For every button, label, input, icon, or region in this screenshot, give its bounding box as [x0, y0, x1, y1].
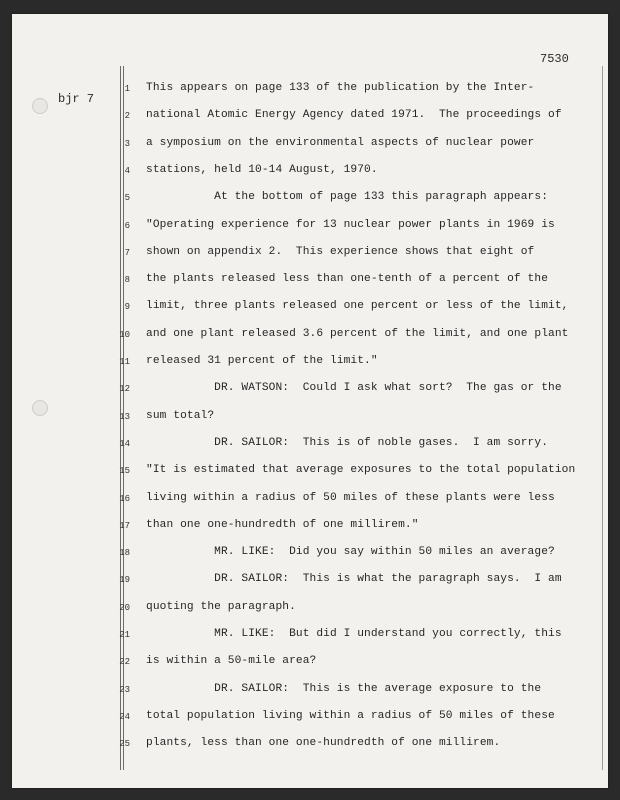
- line-number: 24: [119, 711, 130, 722]
- transcript-line: national Atomic Energy Agency dated 1971. The proceedings of: [146, 109, 562, 122]
- transcript-line: total population living within a radius of 50 miles of these: [146, 709, 555, 722]
- punch-hole-top: [32, 98, 48, 114]
- transcript-line: than one one-hundredth of one millirem.": [146, 518, 419, 531]
- transcript-line: limit, three plants released one percent or less of the limit,: [146, 300, 569, 313]
- page-number: 7530: [540, 52, 569, 66]
- line-number: 20: [119, 602, 130, 613]
- transcript-line: stations, held 10-14 August, 1970.: [146, 163, 378, 176]
- line-number: 13: [119, 411, 130, 422]
- transcript-line: living within a radius of 50 miles of these plants were less: [146, 491, 555, 504]
- line-number: 9: [124, 302, 130, 313]
- line-number: 12: [119, 384, 130, 395]
- transcript-line: plants, less than one one-hundredth of one millirem.: [146, 737, 501, 750]
- line-number: 21: [119, 630, 130, 640]
- line-number: 15: [119, 466, 130, 477]
- line-number: 2: [124, 111, 130, 122]
- transcript-line: and one plant released 3.6 percent of the limit, and one plant: [146, 327, 569, 340]
- line-number: 14: [119, 438, 130, 449]
- line-number: 3: [124, 138, 130, 149]
- transcript-line: a symposium on the environmental aspects of nuclear power: [146, 136, 535, 149]
- line-number: 1: [124, 84, 130, 94]
- line-number: 17: [119, 520, 130, 531]
- transcript-line: "Operating experience for 13 nuclear power plants in 1969 is: [146, 218, 555, 231]
- transcript-line: MR. LIKE: Did you say within 50 miles an average?: [146, 546, 555, 559]
- line-number: 19: [119, 575, 130, 586]
- punch-hole-bottom: [32, 400, 48, 416]
- transcript-line: "It is estimated that average exposures to the total population: [146, 464, 576, 477]
- line-number: 6: [124, 220, 130, 231]
- transcript-line: quoting the paragraph.: [146, 600, 296, 613]
- transcript-line: sum total?: [146, 409, 215, 422]
- transcript-line: DR. SAILOR: This is of noble gases. I am sorry.: [146, 436, 549, 449]
- line-number: 16: [119, 493, 130, 504]
- line-number: 7: [124, 247, 130, 258]
- transcript-line: shown on appendix 2. This experience shows that eight of: [146, 245, 535, 258]
- transcript-page: [12, 14, 608, 788]
- line-number: 11: [119, 357, 130, 367]
- transcript-line: released 31 percent of the limit.": [146, 355, 378, 367]
- transcript-line: DR. WATSON: Could I ask what sort? The gas or the: [146, 382, 562, 395]
- line-number: 4: [124, 165, 130, 176]
- line-number: 10: [119, 329, 130, 340]
- transcript-line: is within a 50-mile area?: [146, 655, 317, 668]
- line-number: 5: [124, 193, 130, 204]
- line-number: 8: [124, 275, 130, 286]
- reporter-id: bjr 7: [58, 92, 95, 106]
- margin-rule-right: [602, 66, 603, 770]
- transcript-line: DR. SAILOR: This is what the paragraph says. I am: [146, 573, 562, 586]
- line-number: 25: [119, 739, 130, 750]
- transcript-line: the plants released less than one-tenth of a percent of the: [146, 273, 549, 286]
- transcript-line: DR. SAILOR: This is the average exposure to the: [146, 682, 542, 695]
- line-number: 18: [119, 548, 130, 559]
- transcript-line: At the bottom of page 133 this paragraph appears:: [146, 191, 549, 204]
- transcript-line: This appears on page 133 of the publication by the Inter-: [146, 82, 535, 94]
- line-number: 23: [119, 684, 130, 695]
- transcript-line: MR. LIKE: But did I understand you correctly, this: [146, 628, 562, 640]
- line-number: 22: [119, 657, 130, 668]
